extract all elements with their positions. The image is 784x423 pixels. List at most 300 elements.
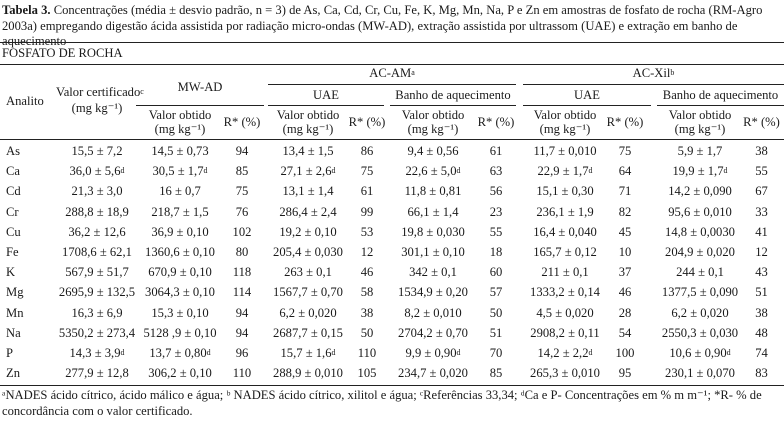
cell-amuae-value-text: 205,4 ± 0,030 — [273, 245, 343, 259]
cell-analyte — [6, 306, 36, 321]
cell-amb-value-sup: d — [456, 348, 461, 357]
cell-amb-value — [390, 164, 476, 179]
cell-analyte-text: Mn — [6, 305, 24, 320]
cell-amuae-value — [268, 285, 348, 300]
cell-xiluae-r-text: 100 — [615, 346, 635, 360]
cell-amuae-value — [268, 164, 348, 179]
cell-analyte — [6, 265, 36, 280]
cell-amuae-value-text: 2687,7 ± 0,15 — [273, 325, 343, 340]
table-row — [0, 182, 784, 202]
cell-amb-value-text: 1534,9 ± 0,20 — [398, 285, 468, 300]
cell-xiluae-value-text: 236,1 ± 1,9 — [536, 204, 594, 219]
cell-xiluae-value — [523, 285, 607, 300]
cell-amuae-r — [346, 245, 388, 260]
cell-amuae-value-text: 15,7 ± 1,6 — [280, 346, 332, 360]
cell-xiluae-r — [603, 225, 647, 240]
cell-xilb-r-text: 51 — [755, 285, 768, 300]
table-row — [0, 203, 784, 223]
header-acam-sup: a — [411, 68, 415, 77]
cell-xiluae-r-text: 64 — [618, 164, 632, 179]
table-row — [0, 304, 784, 324]
cell-xiluae-r — [603, 184, 647, 199]
cell-xilb-r — [739, 306, 784, 321]
header-xilb-obtained: Valor obtido — [668, 108, 732, 122]
table-row — [0, 243, 784, 263]
cell-amuae-value-sup: d — [331, 166, 336, 176]
cell-xilb-r — [739, 366, 784, 381]
header-xiluae-obtained-unit: (mg kg⁻¹) — [539, 122, 591, 136]
cell-amb-value-text: 2704,2 ± 0,70 — [398, 325, 468, 340]
cell-amb-value-sup: d — [456, 166, 461, 176]
cell-xiluae-value — [523, 366, 607, 381]
cell-amb-r-text: 56 — [489, 184, 503, 199]
cell-analyte — [6, 144, 36, 159]
cell-xilb-r-text: 12 — [755, 245, 768, 259]
cell-mw-value — [140, 326, 220, 341]
cell-xiluae-r — [603, 205, 647, 220]
cell-mw-value — [140, 144, 220, 159]
cell-amb-r-text: 63 — [489, 164, 503, 179]
cell-mw-value — [140, 366, 220, 381]
cell-amb-r-text: 85 — [489, 366, 503, 381]
cell-amb-r-text: 60 — [489, 265, 503, 280]
cell-amb-r — [474, 346, 518, 361]
cell-amuae-r — [346, 205, 388, 220]
cell-amb-value-text: 66,1 ± 1,4 — [407, 204, 459, 219]
cell-certified — [56, 225, 138, 240]
cell-mw-r — [220, 245, 264, 260]
cell-amuae-value — [268, 326, 348, 341]
cell-mw-r-text: 75 — [235, 184, 249, 199]
cell-amuae-r — [346, 184, 388, 199]
header-acam — [268, 66, 516, 81]
cell-xilb-r — [739, 285, 784, 300]
cell-analyte-text: K — [6, 265, 16, 280]
cell-analyte — [6, 164, 36, 179]
table-row — [0, 344, 784, 364]
cell-xiluae-r — [603, 285, 647, 300]
cell-amb-r — [474, 265, 518, 280]
header-analito: Analito — [6, 94, 44, 108]
cell-amb-r-text: 18 — [489, 245, 503, 259]
header-xiluae-r: R* (%) — [606, 115, 644, 129]
cell-amuae-r — [346, 366, 388, 381]
cell-mw-r — [220, 164, 264, 179]
header-mw-obtained-unit: (mg kg⁻¹) — [154, 122, 206, 136]
cell-xiluae-r-text: 54 — [618, 325, 632, 340]
cell-xiluae-r-text: 95 — [618, 366, 632, 381]
header-mw-obtained: Valor obtido — [148, 108, 212, 122]
cell-amuae-r-text: 75 — [360, 164, 374, 179]
cell-xiluae-value — [523, 265, 607, 280]
cell-xiluae-value — [523, 306, 607, 321]
cell-xiluae-value — [523, 245, 607, 260]
cell-analyte-text: Fe — [6, 245, 19, 259]
table-row — [0, 142, 784, 162]
cell-amb-value-text: 11,8 ± 0,81 — [404, 184, 462, 199]
cell-xilb-value-text: 14,8 ± 0,0030 — [665, 224, 735, 239]
cell-amb-value — [390, 144, 476, 159]
header-certified-unit: (mg kg⁻¹) — [71, 101, 123, 115]
cell-mw-value — [140, 205, 220, 220]
cell-xilb-r — [739, 184, 784, 199]
cell-xiluae-r-text: 45 — [618, 224, 632, 239]
top-rule — [0, 42, 784, 43]
cell-amb-value-text: 8,2 ± 0,010 — [404, 305, 462, 320]
header-rule — [0, 139, 784, 140]
cell-xiluae-value-text: 11,7 ± 0,010 — [533, 144, 597, 158]
caption-text: Concentrações (média ± desvio padrão, n = 3) de As, Ca, Cd, Cr, Cu, Fe, K, Mg, Mn, Na, P e Zn em amostras de fosfato de rocha (RM-Agro 2003a) empregando digestão ácida assistida por radiação micro-ondas (MW-AD), extração assistida por ultrassom (UAE) e extração em banho de aquecimento — [2, 3, 763, 48]
header-xiluae-obtained: Valor obtido — [533, 108, 597, 122]
cell-mw-value — [140, 184, 220, 199]
header-mw-r: R* (%) — [223, 115, 261, 129]
cell-amb-value — [390, 205, 476, 220]
cell-xiluae-value — [523, 346, 607, 361]
cell-certified — [56, 144, 138, 159]
cell-certified-text: 16,3 ± 6,9 — [71, 305, 123, 320]
header-acam-uae: UAE — [313, 88, 339, 102]
cell-amb-r-text: 57 — [489, 285, 503, 300]
cell-mw-r — [220, 184, 264, 199]
cell-mw-value-text: 670,9 ± 0,10 — [148, 265, 212, 280]
cell-xilb-value-text: 244 ± 0,1 — [676, 265, 724, 280]
header-certified — [56, 85, 144, 100]
cell-xilb-r-text: 55 — [755, 164, 768, 179]
cell-mw-r-text: 80 — [235, 245, 249, 259]
cell-amuae-value — [268, 366, 348, 381]
header-acam-label: AC-AM — [369, 66, 412, 80]
header-amb-obtained-unit: (mg kg⁻¹) — [407, 122, 459, 136]
cell-amuae-r-text: 58 — [360, 285, 374, 300]
cell-xiluae-r — [603, 245, 647, 260]
cell-certified-text: 288,8 ± 18,9 — [65, 204, 129, 219]
cell-amuae-value-text: 13,4 ± 1,5 — [282, 144, 334, 158]
acxil-uae-underline — [523, 105, 651, 106]
cell-certified-text: 277,9 ± 12,8 — [65, 366, 129, 381]
cell-mw-r-text: 85 — [235, 164, 249, 179]
cell-certified-sup: d — [120, 348, 125, 357]
cell-xiluae-r-text: 82 — [618, 204, 632, 219]
cell-xiluae-value-text: 265,3 ± 0,010 — [530, 366, 600, 381]
cell-xiluae-value — [523, 184, 607, 199]
cell-analyte — [6, 346, 36, 361]
cell-xiluae-value-text: 16,4 ± 0,040 — [533, 224, 597, 239]
cell-amb-r-text: 55 — [489, 224, 503, 239]
table-row — [0, 223, 784, 243]
cell-mw-r-text: 94 — [235, 144, 249, 158]
cell-xiluae-r — [603, 366, 647, 381]
cell-analyte — [6, 184, 36, 199]
cell-xilb-value-text: 230,1 ± 0,070 — [665, 366, 735, 381]
header-acxil — [523, 66, 784, 81]
cell-amb-r-text: 23 — [489, 204, 503, 219]
cell-xiluae-value — [523, 326, 607, 341]
cell-xilb-r-text: 38 — [755, 305, 768, 320]
header-acxil-sup: b — [670, 68, 675, 77]
table-row — [0, 162, 784, 182]
cell-xiluae-r — [603, 144, 647, 159]
cell-certified-text: 21,3 ± 3,0 — [71, 184, 123, 199]
cell-amb-value — [390, 346, 476, 361]
cell-analyte-text: Mg — [6, 285, 24, 300]
header-acxil-uae: UAE — [574, 88, 600, 102]
cell-analyte — [6, 245, 36, 260]
cell-certified-text: 36,0 ± 5,6 — [69, 164, 121, 179]
cell-xiluae-value-text: 14,2 ± 2,2 — [537, 346, 589, 360]
cell-mw-r — [220, 225, 264, 240]
cell-xilb-value-text: 1377,5 ± 0,090 — [661, 285, 739, 300]
cell-analyte-text: P — [6, 346, 14, 360]
cell-analyte-text: Zn — [6, 366, 20, 381]
cell-amb-value-text: 19,8 ± 0,030 — [401, 224, 465, 239]
cell-mw-r — [220, 285, 264, 300]
cell-amuae-r — [346, 265, 388, 280]
cell-amuae-r-text: 86 — [360, 144, 374, 158]
cell-certified-text: 1708,6 ± 62,1 — [62, 245, 132, 259]
cell-xiluae-r-text: 10 — [618, 245, 632, 259]
cell-mw-value-text: 1360,6 ± 0,10 — [145, 245, 215, 259]
cell-amuae-value — [268, 144, 348, 159]
cell-mw-r — [220, 306, 264, 321]
cell-xiluae-value-sup: d — [588, 348, 593, 357]
cell-analyte-text: As — [6, 144, 20, 158]
cell-xiluae-r-text: 37 — [618, 265, 632, 280]
cell-xiluae-value-sup: d — [588, 166, 593, 176]
cell-certified — [56, 184, 138, 199]
header-acxil-label: AC-Xil — [632, 66, 671, 80]
cell-xilb-r-text: 67 — [755, 184, 768, 199]
cell-amuae-value — [268, 306, 348, 321]
cell-certified-text: 36,2 ± 12,6 — [68, 224, 126, 239]
cell-amb-r — [474, 144, 518, 159]
cell-amb-r-text: 61 — [489, 144, 503, 158]
cell-mw-r-text: 94 — [235, 305, 249, 320]
cell-xiluae-value — [523, 144, 607, 159]
cell-amuae-value — [268, 225, 348, 240]
cell-xilb-value-text: 14,2 ± 0,090 — [668, 184, 732, 199]
cell-xilb-value — [657, 265, 743, 280]
cell-amb-r — [474, 164, 518, 179]
table-label: Tabela 3. — [2, 3, 51, 17]
cell-xilb-r — [739, 225, 784, 240]
cell-amuae-r-text: 53 — [360, 224, 374, 239]
cell-mw-value — [140, 306, 220, 321]
cell-xilb-value-text: 19,9 ± 1,7 — [672, 164, 724, 179]
header-mwad: MW-AD — [177, 80, 223, 94]
cell-amb-value — [390, 326, 476, 341]
cell-amuae-value-sup: d — [331, 348, 336, 357]
cell-mw-r-text: 94 — [235, 325, 249, 340]
table-row — [0, 283, 784, 303]
cell-xiluae-r-text: 71 — [618, 184, 632, 199]
table-row — [0, 364, 784, 384]
cell-mw-value — [140, 245, 220, 260]
cell-xiluae-value-text: 1333,2 ± 0,14 — [530, 285, 600, 300]
cell-amb-r-text: 50 — [489, 305, 503, 320]
cell-xilb-r — [739, 164, 784, 179]
cell-xilb-r — [739, 265, 784, 280]
cell-xilb-r-text: 48 — [755, 325, 768, 340]
cell-xilb-value — [657, 346, 743, 361]
cell-xiluae-r — [603, 346, 647, 361]
cell-amuae-r-text: 46 — [360, 265, 374, 280]
cell-mw-value — [140, 225, 220, 240]
cell-xilb-value — [657, 144, 743, 159]
cell-certified — [56, 205, 138, 220]
cell-amb-r-text: 51 — [489, 325, 503, 340]
cell-mw-value — [140, 285, 220, 300]
cell-amb-r — [474, 184, 518, 199]
cell-amb-value-text: 22,6 ± 5,0 — [405, 164, 457, 179]
cell-amb-value — [390, 245, 476, 260]
cell-amb-value-text: 301,1 ± 0,10 — [401, 245, 465, 259]
cell-mw-value-text: 16 ± 0,7 — [159, 184, 201, 199]
cell-mw-r — [220, 366, 264, 381]
cell-xilb-r — [739, 326, 784, 341]
cell-xilb-value-text: 6,2 ± 0,020 — [671, 305, 729, 320]
cell-xiluae-value — [523, 205, 607, 220]
cell-mw-value-text: 14,5 ± 0,73 — [151, 144, 209, 158]
cell-mw-r — [220, 144, 264, 159]
cell-amuae-r — [346, 326, 388, 341]
header-amuae-obtained: Valor obtido — [276, 108, 340, 122]
cell-xiluae-r-text: 46 — [618, 285, 632, 300]
cell-xilb-value — [657, 285, 743, 300]
cell-analyte — [6, 285, 36, 300]
table-footnote: ᵃNADES ácido cítrico, ácido málico e água; ᵇ NADES ácido cítrico, xilitol e água; ᶜReferências 33,34; ᵈCa e P- Concentrações em % m m⁻¹; *R- % de concordância com o valor certificado. — [2, 388, 762, 418]
cell-amb-value — [390, 225, 476, 240]
cell-mw-r — [220, 205, 264, 220]
cell-analyte — [6, 225, 36, 240]
cell-amb-r — [474, 225, 518, 240]
cell-amuae-value — [268, 205, 348, 220]
cell-xiluae-value-text: 22,9 ± 1,7 — [537, 164, 589, 179]
cell-amb-value — [390, 366, 476, 381]
cell-amuae-value-text: 288,9 ± 0,010 — [273, 366, 343, 381]
cell-xilb-r-text: 41 — [755, 224, 768, 239]
cell-certified-sup: d — [120, 166, 125, 176]
acam-banho-underline — [390, 105, 516, 106]
cell-certified — [56, 306, 138, 321]
cell-amuae-r — [346, 306, 388, 321]
cell-xilb-r-text: 33 — [755, 204, 768, 219]
cell-mw-r-text: 114 — [232, 285, 252, 300]
cell-amuae-value — [268, 184, 348, 199]
cell-analyte-text: Ca — [6, 164, 20, 179]
header-certified-sup: c — [140, 87, 144, 96]
cell-amuae-r-text: 38 — [360, 305, 374, 320]
acxil-underline — [523, 84, 784, 85]
cell-mw-value-sup: d — [206, 348, 211, 357]
cell-amb-r-text: 70 — [489, 346, 503, 360]
cell-amuae-value — [268, 245, 348, 260]
cell-mw-value — [140, 346, 220, 361]
cell-analyte — [6, 366, 36, 381]
cell-xilb-r — [739, 245, 784, 260]
cell-xiluae-r — [603, 164, 647, 179]
cell-certified — [56, 164, 138, 179]
cell-xilb-r-text: 38 — [755, 144, 768, 158]
cell-xilb-r-text: 74 — [755, 346, 768, 360]
cell-mw-value-text: 36,9 ± 0,10 — [151, 224, 209, 239]
cell-amuae-value-text: 286,4 ± 2,4 — [279, 204, 337, 219]
cell-amb-value — [390, 184, 476, 199]
cell-amb-value — [390, 306, 476, 321]
cell-amb-value-text: 9,4 ± 0,56 — [407, 144, 459, 158]
cell-xilb-r-text: 83 — [755, 366, 768, 381]
cell-xilb-r — [739, 205, 784, 220]
cell-certified — [56, 285, 138, 300]
cell-mw-r-text: 118 — [232, 265, 252, 280]
section-title: FOSFATO DE ROCHA — [2, 46, 123, 60]
cell-amuae-value — [268, 265, 348, 280]
cell-amuae-r-text: 50 — [360, 325, 374, 340]
cell-xilb-value — [657, 184, 743, 199]
bottom-rule — [0, 385, 784, 386]
cell-amuae-value-text: 6,2 ± 0,020 — [279, 305, 337, 320]
cell-amb-r — [474, 366, 518, 381]
cell-mw-value-text: 306,2 ± 0,10 — [148, 366, 212, 381]
cell-amb-r — [474, 205, 518, 220]
cell-mw-value — [140, 265, 220, 280]
cell-xiluae-value-text: 15,1 ± 0,30 — [536, 184, 594, 199]
cell-xilb-value — [657, 245, 743, 260]
cell-mw-value-text: 30,5 ± 1,7 — [152, 164, 204, 179]
cell-xiluae-r — [603, 265, 647, 280]
cell-amuae-value-text: 19,2 ± 0,10 — [279, 224, 337, 239]
cell-amuae-r — [346, 225, 388, 240]
cell-amuae-value-text: 27,1 ± 2,6 — [280, 164, 332, 179]
cell-mw-r — [220, 265, 264, 280]
cell-amuae-r-text: 105 — [357, 366, 377, 381]
cell-mw-value-sup: d — [203, 166, 208, 176]
table-row — [0, 324, 784, 344]
cell-mw-value-text: 15,3 ± 0,10 — [151, 305, 209, 320]
cell-mw-value-text: 13,7 ± 0,80 — [149, 346, 207, 360]
cell-certified-text: 14,3 ± 3,9 — [69, 346, 121, 360]
cell-xilb-r-text: 43 — [755, 265, 768, 280]
cell-xiluae-value — [523, 225, 607, 240]
cell-xilb-value-sup: d — [723, 166, 728, 176]
cell-xiluae-r-text: 28 — [618, 305, 632, 320]
cell-certified-text: 5350,2 ± 273,4 — [58, 325, 136, 340]
cell-amb-r — [474, 245, 518, 260]
cell-xilb-value-text: 10,6 ± 0,90 — [669, 346, 727, 360]
header-amuae-obtained-unit: (mg kg⁻¹) — [282, 122, 334, 136]
cell-mw-value — [140, 164, 220, 179]
cell-certified-text: 15,5 ± 7,2 — [71, 144, 123, 158]
cell-certified — [56, 265, 138, 280]
cell-xiluae-r — [603, 306, 647, 321]
cell-certified — [56, 346, 138, 361]
cell-xilb-value-text: 2550,3 ± 0,030 — [661, 325, 739, 340]
cell-xilb-r — [739, 346, 784, 361]
header-acam-banho: Banho de aquecimento — [395, 88, 511, 102]
cell-xilb-value — [657, 306, 743, 321]
cell-xiluae-value-text: 165,7 ± 0,12 — [533, 245, 597, 259]
cell-amb-r — [474, 326, 518, 341]
cell-amuae-r — [346, 144, 388, 159]
cell-amuae-r — [346, 164, 388, 179]
cell-xilb-value — [657, 225, 743, 240]
cell-certified-text: 567,9 ± 51,7 — [65, 265, 129, 280]
cell-xiluae-value — [523, 164, 607, 179]
cell-certified — [56, 326, 138, 341]
cell-analyte — [6, 326, 36, 341]
cell-xilb-value-text: 5,9 ± 1,7 — [677, 144, 723, 158]
cell-xiluae-r-text: 75 — [618, 144, 632, 158]
cell-analyte-text: Na — [6, 325, 21, 340]
